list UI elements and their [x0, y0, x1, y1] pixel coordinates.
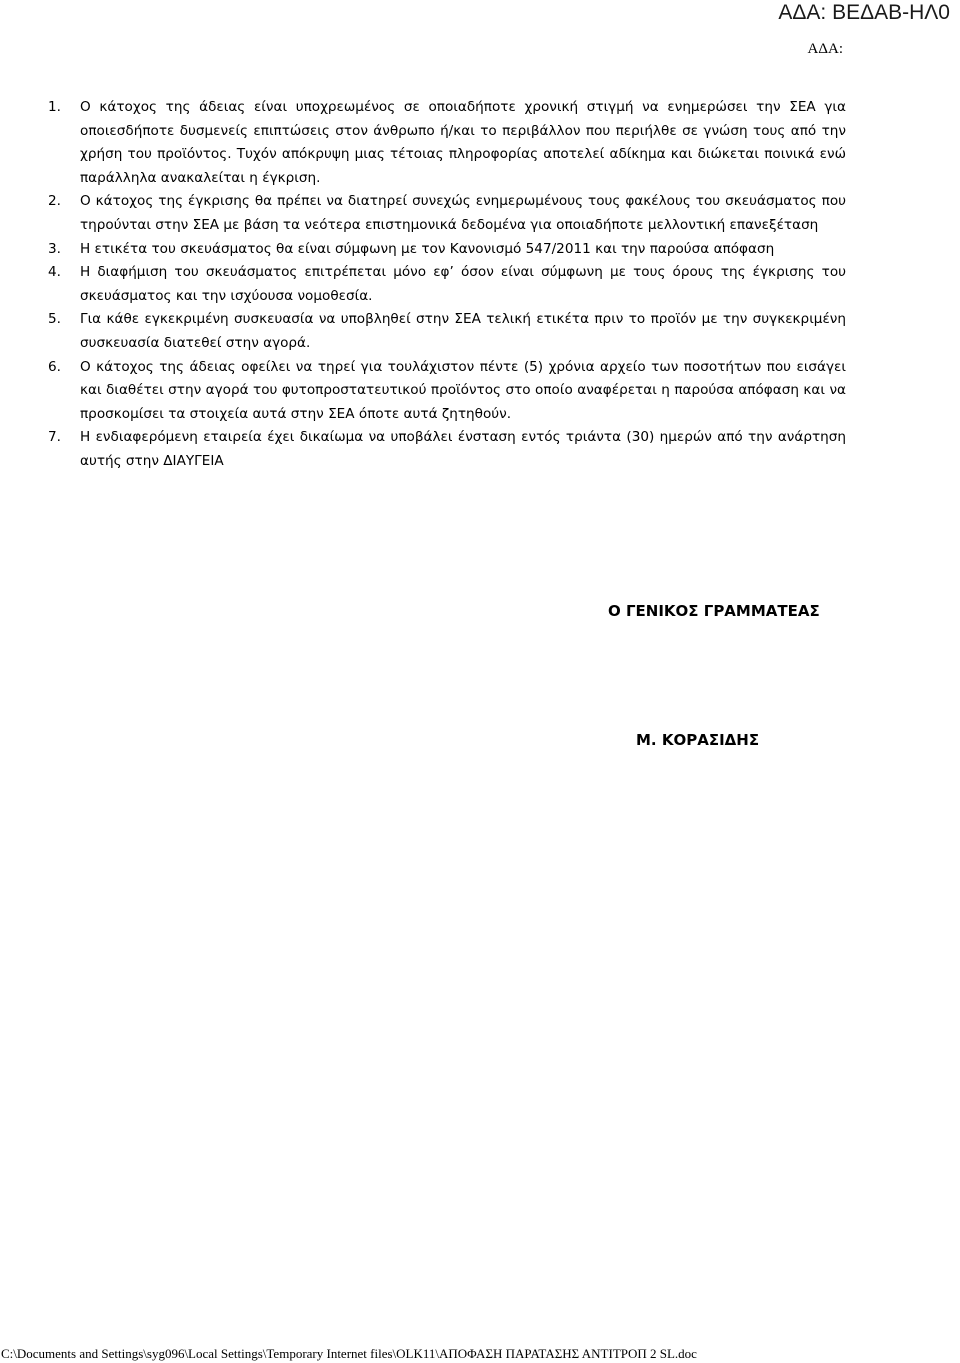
list-item	[48, 238, 846, 262]
item-number: 5.	[48, 311, 61, 328]
document-file-path: C:\Documents and Settings\syg096\Local Settings\Temporary Internet files\OLK11\ΑΠΟΦΑΣΗ ΠΑΡΑΤΑΣΗΣ ΑΝΤΙΤΡΟΠ 2 SL.doc	[1, 1346, 697, 1361]
conditions-list	[48, 96, 846, 474]
ada-label: ΑΔΑ:	[807, 41, 843, 57]
ada-code-header: ΑΔΑ: ΒΕΔΑΒ-ΗΛ0	[778, 1, 950, 24]
item-text: Η ετικέτα του σκευάσματος θα είναι σύμφωνη με τον Κανονισμό 547/2011 και την παρούσα απόφαση	[80, 240, 775, 257]
list-item	[48, 96, 846, 190]
signatory-name: Μ. ΚΟΡΑΣΙΔΗΣ	[636, 731, 760, 749]
list-item	[48, 190, 846, 237]
list-item	[48, 308, 846, 355]
item-text: Ο κάτοχος της έγκρισης θα πρέπει να διατηρεί συνεχώς ενημερωμένους τους φακέλους του σκευάσματος που τηρούνται στην ΣΕΑ με βάση τα νεότερα επιστημονικά δεδομένα για οποιαδήποτε μελλοντική επανεξέταση	[80, 193, 846, 233]
item-text: Η διαφήμιση του σκευάσματος επιτρέπεται μόνο εφ’ όσον είναι σύμφωνη με τους όρους της έγκρισης του σκευάσματος και την ισχύουσα νομοθεσία.	[80, 264, 846, 304]
list-item	[48, 261, 846, 308]
item-number: 6.	[48, 358, 61, 375]
list-item	[48, 426, 846, 473]
item-text: Η ενδιαφερόμενη εταιρεία έχει δικαίωμα να υποβάλει ένσταση εντός τριάντα (30) ημερών από την ανάρτηση αυτής στην ΔΙΑΥΓΕΙΑ	[80, 429, 846, 469]
item-number: 1.	[48, 99, 61, 115]
item-text: Για κάθε εγκεκριμένη συσκευασία να υποβληθεί στην ΣΕΑ τελική ετικέτα πριν το προϊόν με την συγκεκριμένη συσκευασία διατεθεί στην αγορά.	[80, 311, 846, 351]
item-text: Ο κάτοχος της άδειας είναι υποχρεωμένος σε οποιαδήποτε χρονική στιγμή να ενημερώσει την ΣΕΑ για οποιεσδήποτε δυσμενείς επιπτώσεις στον άνθρωπο ή/και το περιβάλλον που περιήλθε σε γνώση τους από την χρήση του προϊόντος. Τυχόν απόκρυψη μιας τέτοιας πληροφορίας αποτελεί αδίκημα και διώκεται ποινικά ενώ παράλληλα ανακαλείται η έγκριση.	[80, 99, 846, 186]
item-number: 7.	[48, 429, 61, 446]
item-number: 4.	[48, 264, 61, 281]
item-number: 2.	[48, 193, 61, 210]
item-number: 3.	[48, 240, 61, 257]
signatory-title: Ο ΓΕΝΙΚΟΣ ΓΡΑΜΜΑΤΕΑΣ	[608, 602, 820, 620]
list-item	[48, 356, 846, 427]
item-text: Ο κάτοχος της άδειας οφείλει να τηρεί για τουλάχιστον πέντε (5) χρόνια αρχείο των ποσοτήτων που εισάγει και διαθέτει στην αγορά του φυτοπροστατευτικού προϊόντος στο οποίο αναφέρεται η παρούσα απόφαση και να προσκομίσει τα στοιχεία αυτά στην ΣΕΑ όποτε αυτά ζητηθούν.	[80, 358, 846, 422]
